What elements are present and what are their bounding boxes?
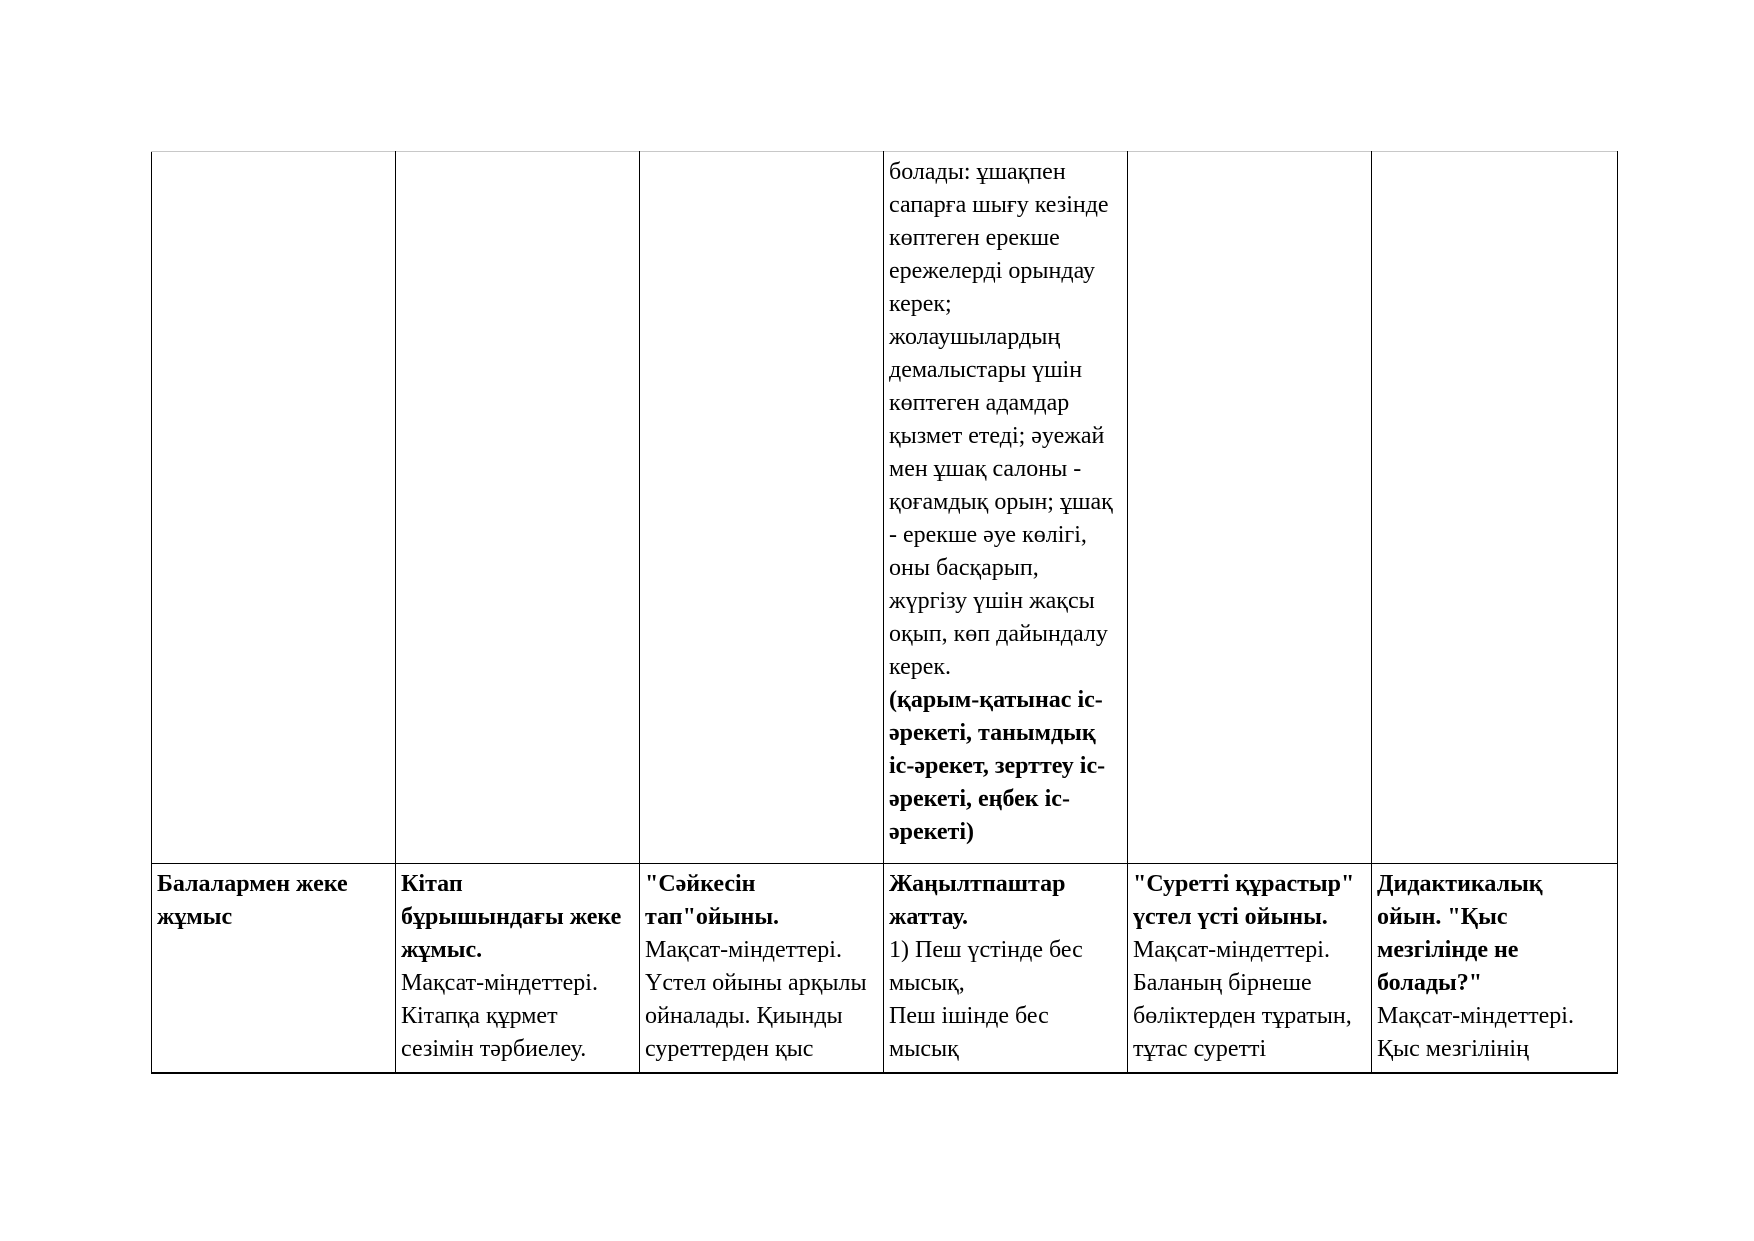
cell-text-line: жүргізу үшін жақсы [889,588,1095,614]
cell-text-line: мен ұшақ салоны - [889,456,1082,482]
cell-text-line: ережелерді орындау [889,258,1096,284]
table-cell-aviation-text [884,152,1128,864]
activity-title-line: тап"ойыны. [645,904,780,930]
table-row [152,864,1618,1074]
activity-title-line: Кітап [401,871,463,897]
cell-text-line: керек. [889,654,952,680]
activity-title-line: ойын. "Қыс [1377,904,1508,930]
cell-text-line: мысық [889,1036,959,1062]
table-cell-tongue-twisters [884,864,1128,1074]
table-row [152,152,1618,864]
cell-text-line: сезімін тәрбиелеу. [401,1036,587,1062]
cell-text-line: оқып, көп дайындалу [889,621,1108,647]
row-label-line: Балалармен жеке [157,871,348,897]
table-cell-empty [1128,152,1372,864]
cell-text-line: қызмет етеді; әуежай [889,423,1105,449]
table-cell-empty [396,152,640,864]
cell-text-line: - ерекше әуе көлігі, [889,522,1087,548]
cell-text-line: Баланың бірнеше [1133,970,1312,996]
activity-title-line: үстел үсті ойыны. [1133,904,1328,930]
table-cell-didactic-game [1372,864,1618,1074]
activity-title-line: Дидактикалық [1377,871,1543,897]
cell-text-line: ойналады. Қиынды [645,1003,843,1029]
activity-title-line: болады?" [1377,970,1483,996]
cell-text-line: оны басқарып, [889,555,1039,581]
cell-text-line: жолаушылардың [889,324,1061,350]
table-cell-book-corner [396,864,640,1074]
cell-text-line: демалыстары үшін [889,357,1083,383]
activity-type-line: әрекеті) [889,819,974,845]
cell-text-line: мысық, [889,970,965,996]
row-label-line: жұмыс [157,904,233,930]
row-label-individual-work [152,864,396,1074]
activity-title-line: мезгілінде не [1377,937,1519,963]
table-cell-empty [152,152,396,864]
cell-text-line: Пеш ішінде бес [889,1003,1049,1029]
cell-text-line: болады: ұшақпен [889,159,1066,185]
cell-text-line: Кітапқа құрмет [401,1003,558,1029]
cell-text-line: керек; [889,291,952,317]
cell-text-line: бөліктерден тұратын, [1133,1003,1352,1029]
table-cell-empty [640,152,884,864]
cell-text-line: 1) Пеш үстінде бес [889,937,1083,963]
cell-text-line: сапарға шығу кезінде [889,192,1109,218]
cell-text-line: көптеген адамдар [889,390,1070,416]
activity-title-line: Жаңылтпаштар [889,871,1066,897]
cell-text-line: Қыс мезгілінің [1377,1036,1529,1062]
table-cell-picture-game [1128,864,1372,1074]
cell-text-line: Үстел ойыны арқылы [645,970,867,996]
activity-title-line: "Суретті құрастыр" [1133,871,1355,897]
table-cell-matching-game [640,864,884,1074]
cell-text-line: Мақсат-міндеттері. [645,937,842,963]
cell-text-line: Мақсат-міндеттері. [401,970,598,996]
cell-text-line: көптеген ерекше [889,225,1060,251]
activity-type-line: іс-әрекет, зерттеу іс- [889,753,1106,779]
table-cell-empty [1372,152,1618,864]
plan-table [151,151,1618,1074]
activity-type-line: (қарым-қатынас іс- [889,687,1103,713]
activity-title-line: бұрышындағы жеке [401,904,622,930]
activity-type-line: әрекеті, еңбек іс- [889,786,1070,812]
cell-text-line: қоғамдық орын; ұшақ [889,489,1113,515]
cell-text-line: Мақсат-міндеттері. [1377,1003,1574,1029]
activity-title-line: жаттау. [889,904,969,930]
activity-title-line: жұмыс. [401,937,483,963]
activity-title-line: "Сәйкесін [645,871,756,897]
activity-type-line: әрекеті, танымдық [889,720,1096,746]
cell-text-line: суреттерден қыс [645,1036,814,1062]
cell-text-line: Мақсат-міндеттері. [1133,937,1330,963]
cell-text-line: тұтас суретті [1133,1036,1267,1062]
